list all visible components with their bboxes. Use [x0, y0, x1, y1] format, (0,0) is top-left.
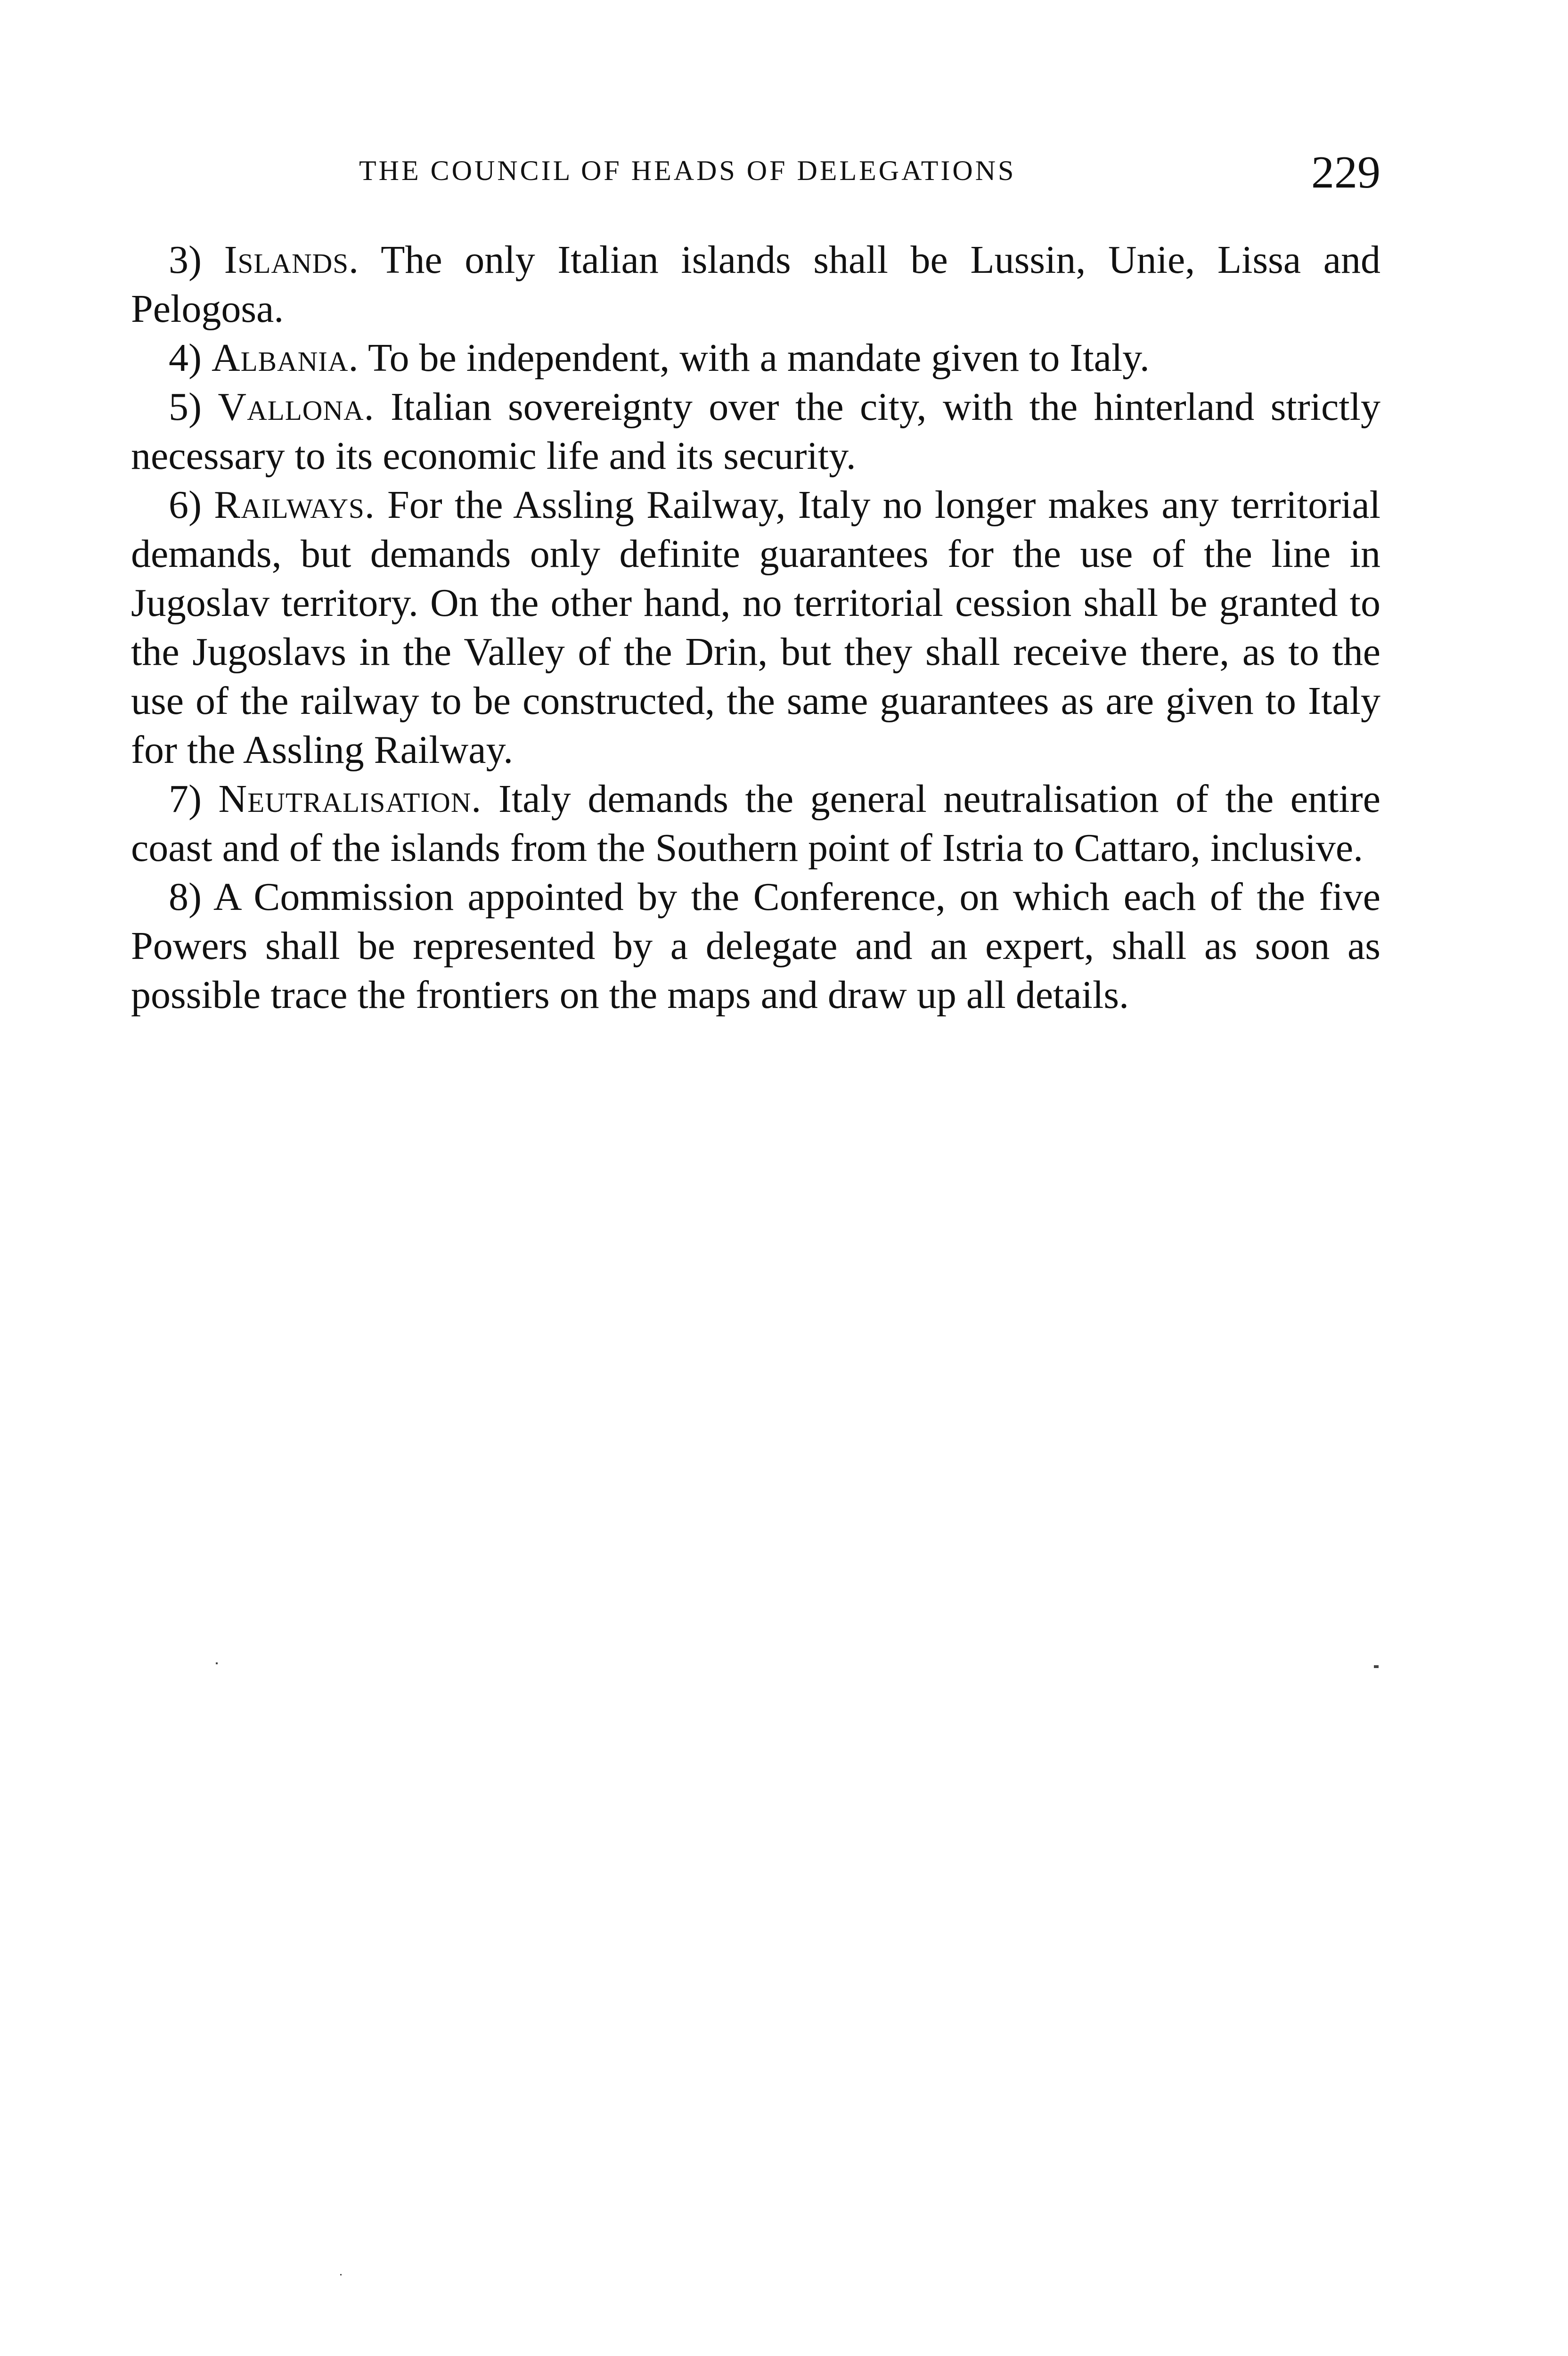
paragraph-heading: Railways.	[214, 483, 375, 527]
page-body	[131, 236, 1380, 1020]
paragraph-heading: Neutralisation.	[218, 777, 482, 821]
paragraph-heading: Albania.	[211, 336, 359, 380]
paragraph-text: The only Italian islands shall be Lussin, Unie, Lissa and Pelogosa.	[131, 238, 1381, 331]
scan-speck	[340, 2274, 342, 2275]
scan-speck	[1374, 1665, 1379, 1668]
paragraph-neutralisation	[131, 775, 1380, 873]
paragraph-heading: Vallona.	[218, 385, 375, 429]
paragraph-heading: Islands.	[224, 238, 359, 282]
page-number: 229	[1311, 147, 1380, 198]
page-header	[131, 146, 1380, 198]
paragraph-text: Italy demands the general neutralisation of the entire coast and of the islands from the Southern point of Istria to Cattaro, inclusive.	[131, 777, 1380, 870]
paragraph-albania	[131, 334, 1380, 383]
paragraph-number: 6)	[169, 483, 202, 527]
paragraph-number: 4)	[169, 336, 202, 380]
scan-speck	[216, 1662, 218, 1664]
paragraph-number: 3)	[169, 238, 202, 282]
running-head: THE COUNCIL OF HEADS OF DELEGATIONS	[359, 155, 1016, 186]
paragraph-text: A Commission appointed by the Conference, on which each of the five Powers shall be represented by a delegate and an expert, shall as soon as possible trace the frontiers on the maps and draw up all details.	[131, 875, 1381, 1017]
paragraph-text: For the Assling Railway, Italy no longer makes any territorial demands, but demands only definite guarantees for the use of the line in Jugoslav territory. On the other hand, no territorial cession shall be granted to the Jugoslavs in the Valley of the Drin, but they shall receive there, as to the use of the railway to be constructed, the same guarantees as are given to Italy for the Assling Railway.	[131, 483, 1381, 772]
paragraph-text: To be independent, with a mandate given to Italy.	[368, 336, 1150, 380]
paragraph-islands	[131, 236, 1380, 334]
paragraph-number: 5)	[169, 385, 202, 429]
paragraph-railways	[131, 481, 1380, 775]
paragraph-text: Italian sovereignty over the city, with the hinterland strictly necessary to its economic life and its security.	[131, 385, 1380, 478]
paragraph-number: 7)	[169, 777, 202, 821]
paragraph-commission	[131, 873, 1380, 1020]
paragraph-number: 8)	[169, 875, 202, 919]
paragraph-vallona	[131, 383, 1380, 481]
